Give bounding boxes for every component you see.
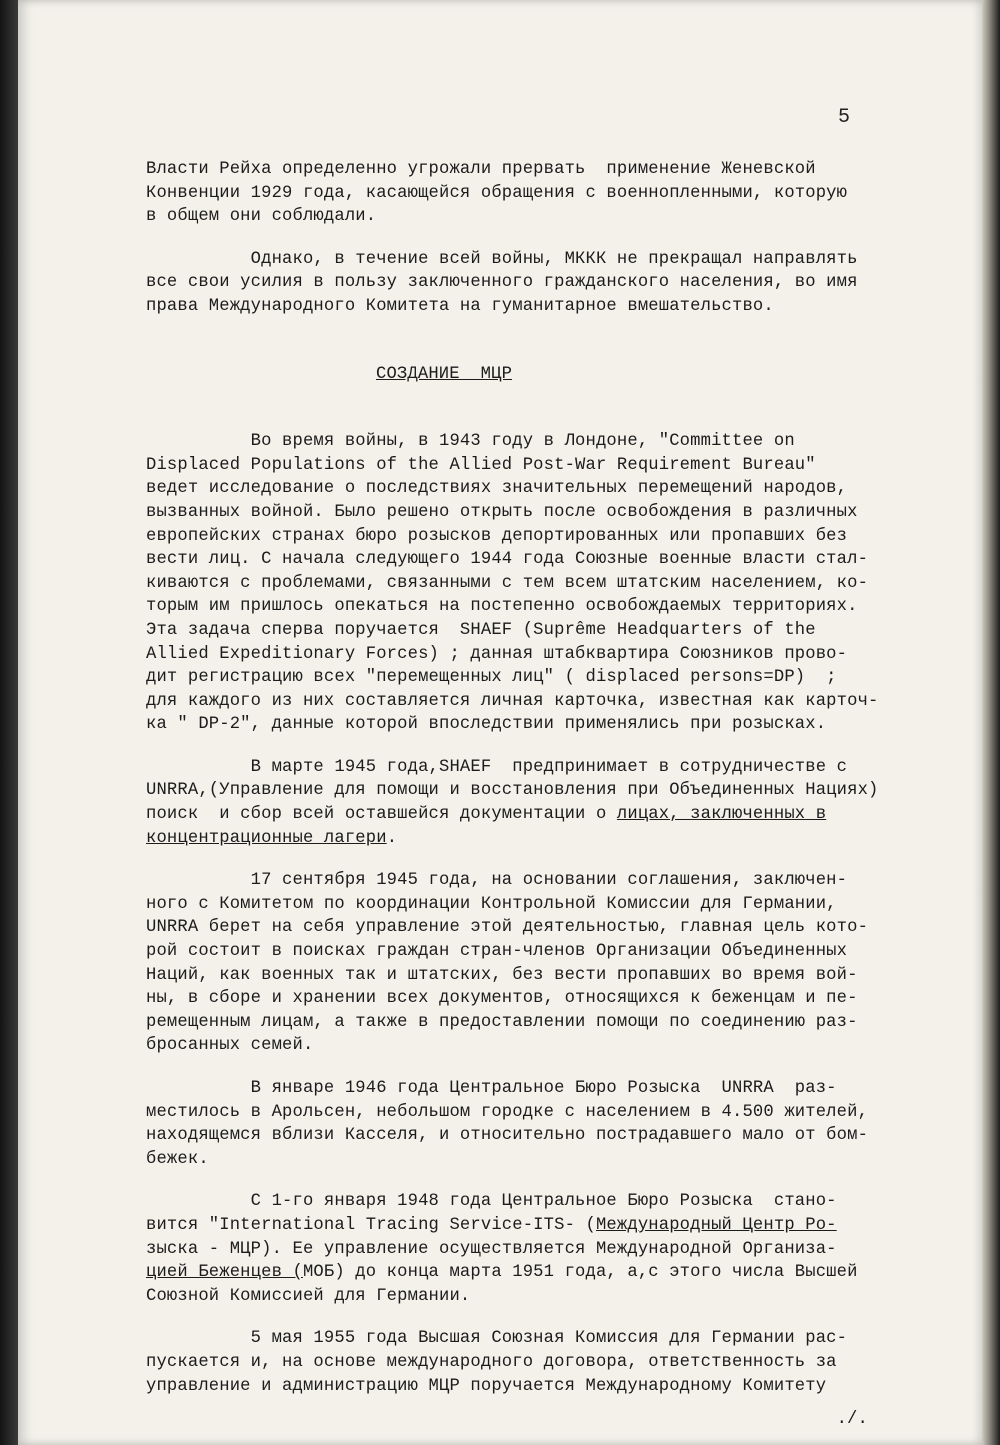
underlined-text: Международный Центр Ро- <box>595 1215 837 1235</box>
text-line: европейских странах бюро розысков депортированных или пропавших без <box>146 526 848 546</box>
text-line: 5 мая 1955 года Высшая Союзная Комиссия для Германии рас- <box>146 1329 848 1349</box>
text-line: ведет исследование о последствиях значительных перемещений народов, <box>146 479 848 499</box>
text-line: UNRRA,(Управление для помощи и восстановления при Объединенных Нациях) <box>146 781 879 801</box>
right-page-edge <box>982 0 1000 1445</box>
text-line: торым им пришлось опекаться на постепенно освобождаемых территориях. <box>146 597 858 617</box>
text-span: вится "International Tracing Service-ITS- ( <box>146 1215 596 1235</box>
text-line: рой состоит в поисках граждан стран-членов Организации Объединенных <box>146 942 848 962</box>
left-binding-edge <box>0 0 18 1445</box>
document-body <box>146 158 946 1432</box>
page-number: 5 <box>838 106 851 129</box>
underlined-text: цией Беженцев ( <box>146 1263 303 1283</box>
text-line: в общем они соблюдали. <box>146 207 377 227</box>
text-line: UNRRA берет на себя управление этой деятельностью, главная цель кото- <box>146 918 869 938</box>
text-line: бежек. <box>146 1149 209 1169</box>
text-line: Однако, в течение всей войны, МККК не прекращал направлять <box>146 249 858 269</box>
underlined-text: концентрационные лагери <box>146 828 387 848</box>
text-line: дит регистрацию всех "перемещенных лиц" ( displaced persons=DP) ; <box>146 668 837 688</box>
text-line: ного с Комитетом по координации Контрольной Комиссии для Германии, <box>146 894 837 914</box>
text-line: Наций, как военных так и штатских, без вести пропавших во время вой- <box>146 965 858 985</box>
section-heading: СОЗДАНИЕ МЦР <box>376 364 513 384</box>
text-line: вызванных войной. Было решено открыть после освобождения в различных <box>146 502 858 522</box>
text-line: ны, в сборе и хранении всех документов, относящихся к беженцам и пе- <box>146 989 858 1009</box>
text-line: В январе 1946 года Центральное Бюро Розыска UNRRA раз- <box>146 1079 837 1098</box>
paragraph-4 <box>146 756 946 850</box>
underlined-text: лицах, заключенных в <box>616 805 827 825</box>
text-line: Союзной Комиссией для Германии. <box>146 1286 471 1306</box>
paragraph-8 <box>146 1327 946 1398</box>
paragraph-5 <box>146 869 946 1058</box>
paragraph-6 <box>146 1077 946 1171</box>
paragraph-1 <box>146 158 946 229</box>
text-line: 17 сентября 1945 года, на основании соглашения, заключен- <box>146 871 848 891</box>
text-line <box>146 1214 946 1238</box>
text-line: Displaced Populations of the Allied Post-War Requirement Bureau" <box>146 455 816 475</box>
text-line: Во время войны, в 1943 году в Лондоне, "Committee on <box>146 432 795 452</box>
text-line: Allied Expeditionary Forces) ; данная штабквартира Союзников прово- <box>146 644 848 664</box>
text-line: Конвенции 1929 года, касающейся обращения с военнопленными, которую <box>146 183 848 203</box>
text-line: бросанных семей. <box>146 1036 314 1056</box>
text-line: местилось в Арольсен, небольшом городке с населением в 4.500 жителей, <box>146 1102 869 1122</box>
text-line: права Международного Комитета на гуманитарное вмешательство. <box>146 296 774 316</box>
continuation-mark: ./. <box>836 1410 868 1430</box>
paragraph-3 <box>146 430 946 737</box>
paragraph-7 <box>146 1190 946 1308</box>
text-span: МОБ) до конца марта 1951 года, а,с этого числа Высшей <box>302 1263 858 1283</box>
text-line: управление и администрацию МЦР поручается Международному Комитету <box>146 1376 827 1396</box>
text-line: находящемся вблизи Касселя, и относительно пострадавшего мало от бом- <box>146 1126 869 1146</box>
text-line: пускается и, на основе международного договора, ответственность за <box>146 1352 837 1372</box>
text-line <box>146 803 946 827</box>
text-line: С 1-го января 1948 года Центральное Бюро Розыска стано- <box>146 1192 837 1212</box>
text-line <box>146 1261 946 1285</box>
text-line: киваются с проблемами, связанными с тем всем штатским населением, ко- <box>146 573 869 593</box>
text-line: вести лиц. С начала следующего 1944 года Союзные военные власти стал- <box>146 550 869 570</box>
text-line: концентрационные лагери. <box>146 828 398 848</box>
paragraph-2 <box>146 248 946 319</box>
text-line: все свои усилия в пользу заключенного гражданского населения, во имя <box>146 273 858 293</box>
text-line: Эта задача сперва поручается SHAEF (Suprême Headquarters of the <box>146 620 816 640</box>
text-span: поиск и сбор всей оставшейся документации о <box>146 805 617 825</box>
text-line: Власти Рейха определенно угрожали прервать применение Женевской <box>146 160 816 179</box>
text-line: зыска - МЦР). Ее управление осуществляется Международной Организа- <box>146 1239 837 1259</box>
text-line: ремещенным лицам, а также в предоставлении помощи по соединению раз- <box>146 1012 858 1032</box>
text-line: В марте 1945 года,SHAEF предпринимает в сотрудничестве с <box>146 757 848 777</box>
text-line: для каждого из них составляется личная карточка, известная как карточ- <box>146 691 879 711</box>
text-line: ка " DP-2", данные которой впоследствии применялись при розысках. <box>146 715 827 735</box>
